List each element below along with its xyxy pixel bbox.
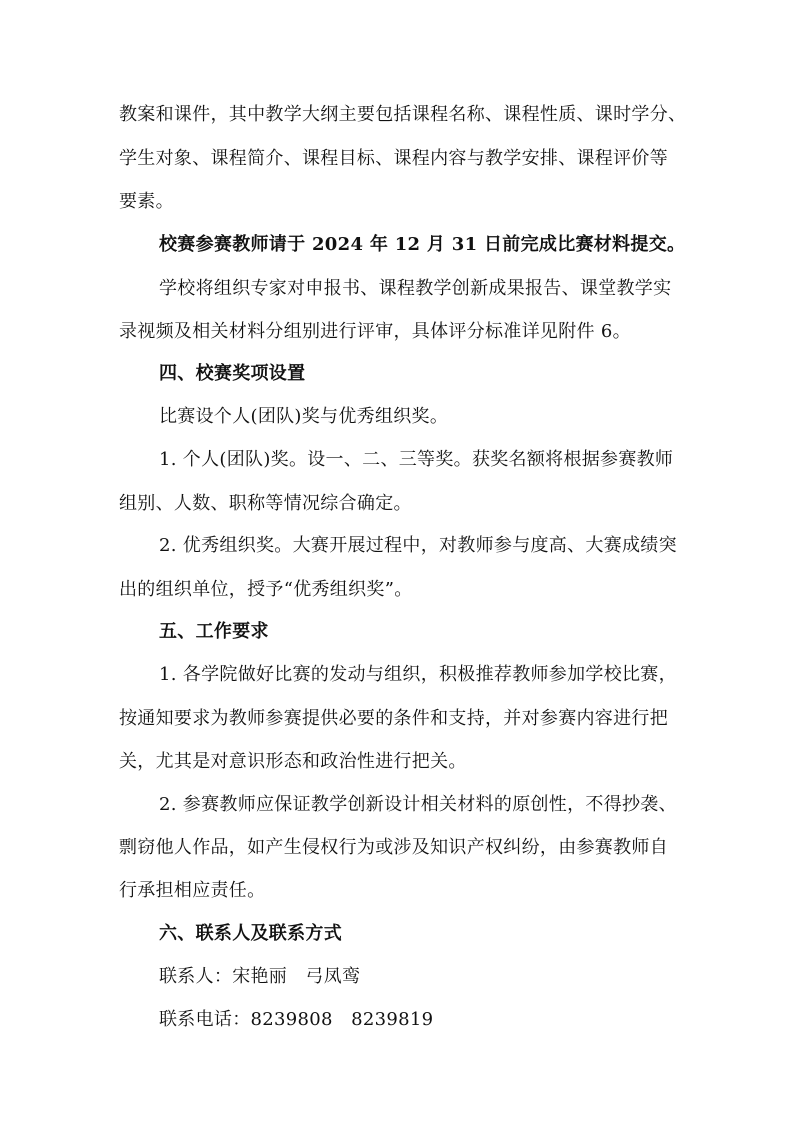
contact-phone: 联系电话：8239808 8239819	[159, 1009, 434, 1030]
paragraph-line: 行承担相应责任。	[119, 880, 266, 901]
deadline-statement: 校赛参赛教师请于 2024 年 12 月 31 日前完成比赛材料提交。	[159, 234, 686, 255]
section-heading: 六、联系人及联系方式	[159, 923, 342, 944]
paragraph-line: 关，尤其是对意识形态和政治性进行把关。	[119, 751, 467, 772]
paragraph-line: 剽窃他人作品，如产生侵权行为或涉及知识产权纠纷，由参赛教师自	[119, 837, 668, 858]
paragraph-line: 比赛设个人(团队)奖与优秀组织奖。	[159, 406, 449, 427]
paragraph-line: 出的组织单位，授予“优秀组织奖”。	[119, 579, 413, 600]
contact-persons: 联系人：宋艳丽 弓凤鸾	[159, 966, 361, 987]
paragraph-line: 2. 优秀组织奖。大赛开展过程中，对教师参与度高、大赛成绩突	[159, 535, 677, 556]
paragraph-line: 1. 各学院做好比赛的发动与组织，积极推荐教师参加学校比赛，	[159, 664, 677, 685]
paragraph-line: 要素。	[119, 191, 174, 212]
paragraph-line: 学生对象、课程简介、课程目标、课程内容与教学安排、课程评价等	[119, 148, 668, 169]
paragraph-line: 按通知要求为教师参赛提供必要的条件和支持，并对参赛内容进行把	[119, 708, 668, 729]
section-heading: 五、工作要求	[159, 621, 269, 642]
paragraph-line: 组别、人数、职称等情况综合确定。	[119, 493, 412, 514]
paragraph-line: 教案和课件，其中教学大纲主要包括课程名称、课程性质、课时学分、	[119, 104, 687, 125]
paragraph-line: 录视频及相关材料分组别进行评审，具体评分标准详见附件 6。	[119, 321, 631, 342]
paragraph-line: 2. 参赛教师应保证教学创新设计相关材料的原创性，不得抄袭、	[159, 794, 677, 815]
section-heading: 四、校赛奖项设置	[159, 363, 306, 384]
paragraph-line: 1. 个人(团队)奖。设一、二、三等奖。获奖名额将根据参赛教师	[159, 449, 674, 470]
paragraph-line: 学校将组织专家对申报书、课程教学创新成果报告、课堂教学实	[159, 278, 672, 299]
